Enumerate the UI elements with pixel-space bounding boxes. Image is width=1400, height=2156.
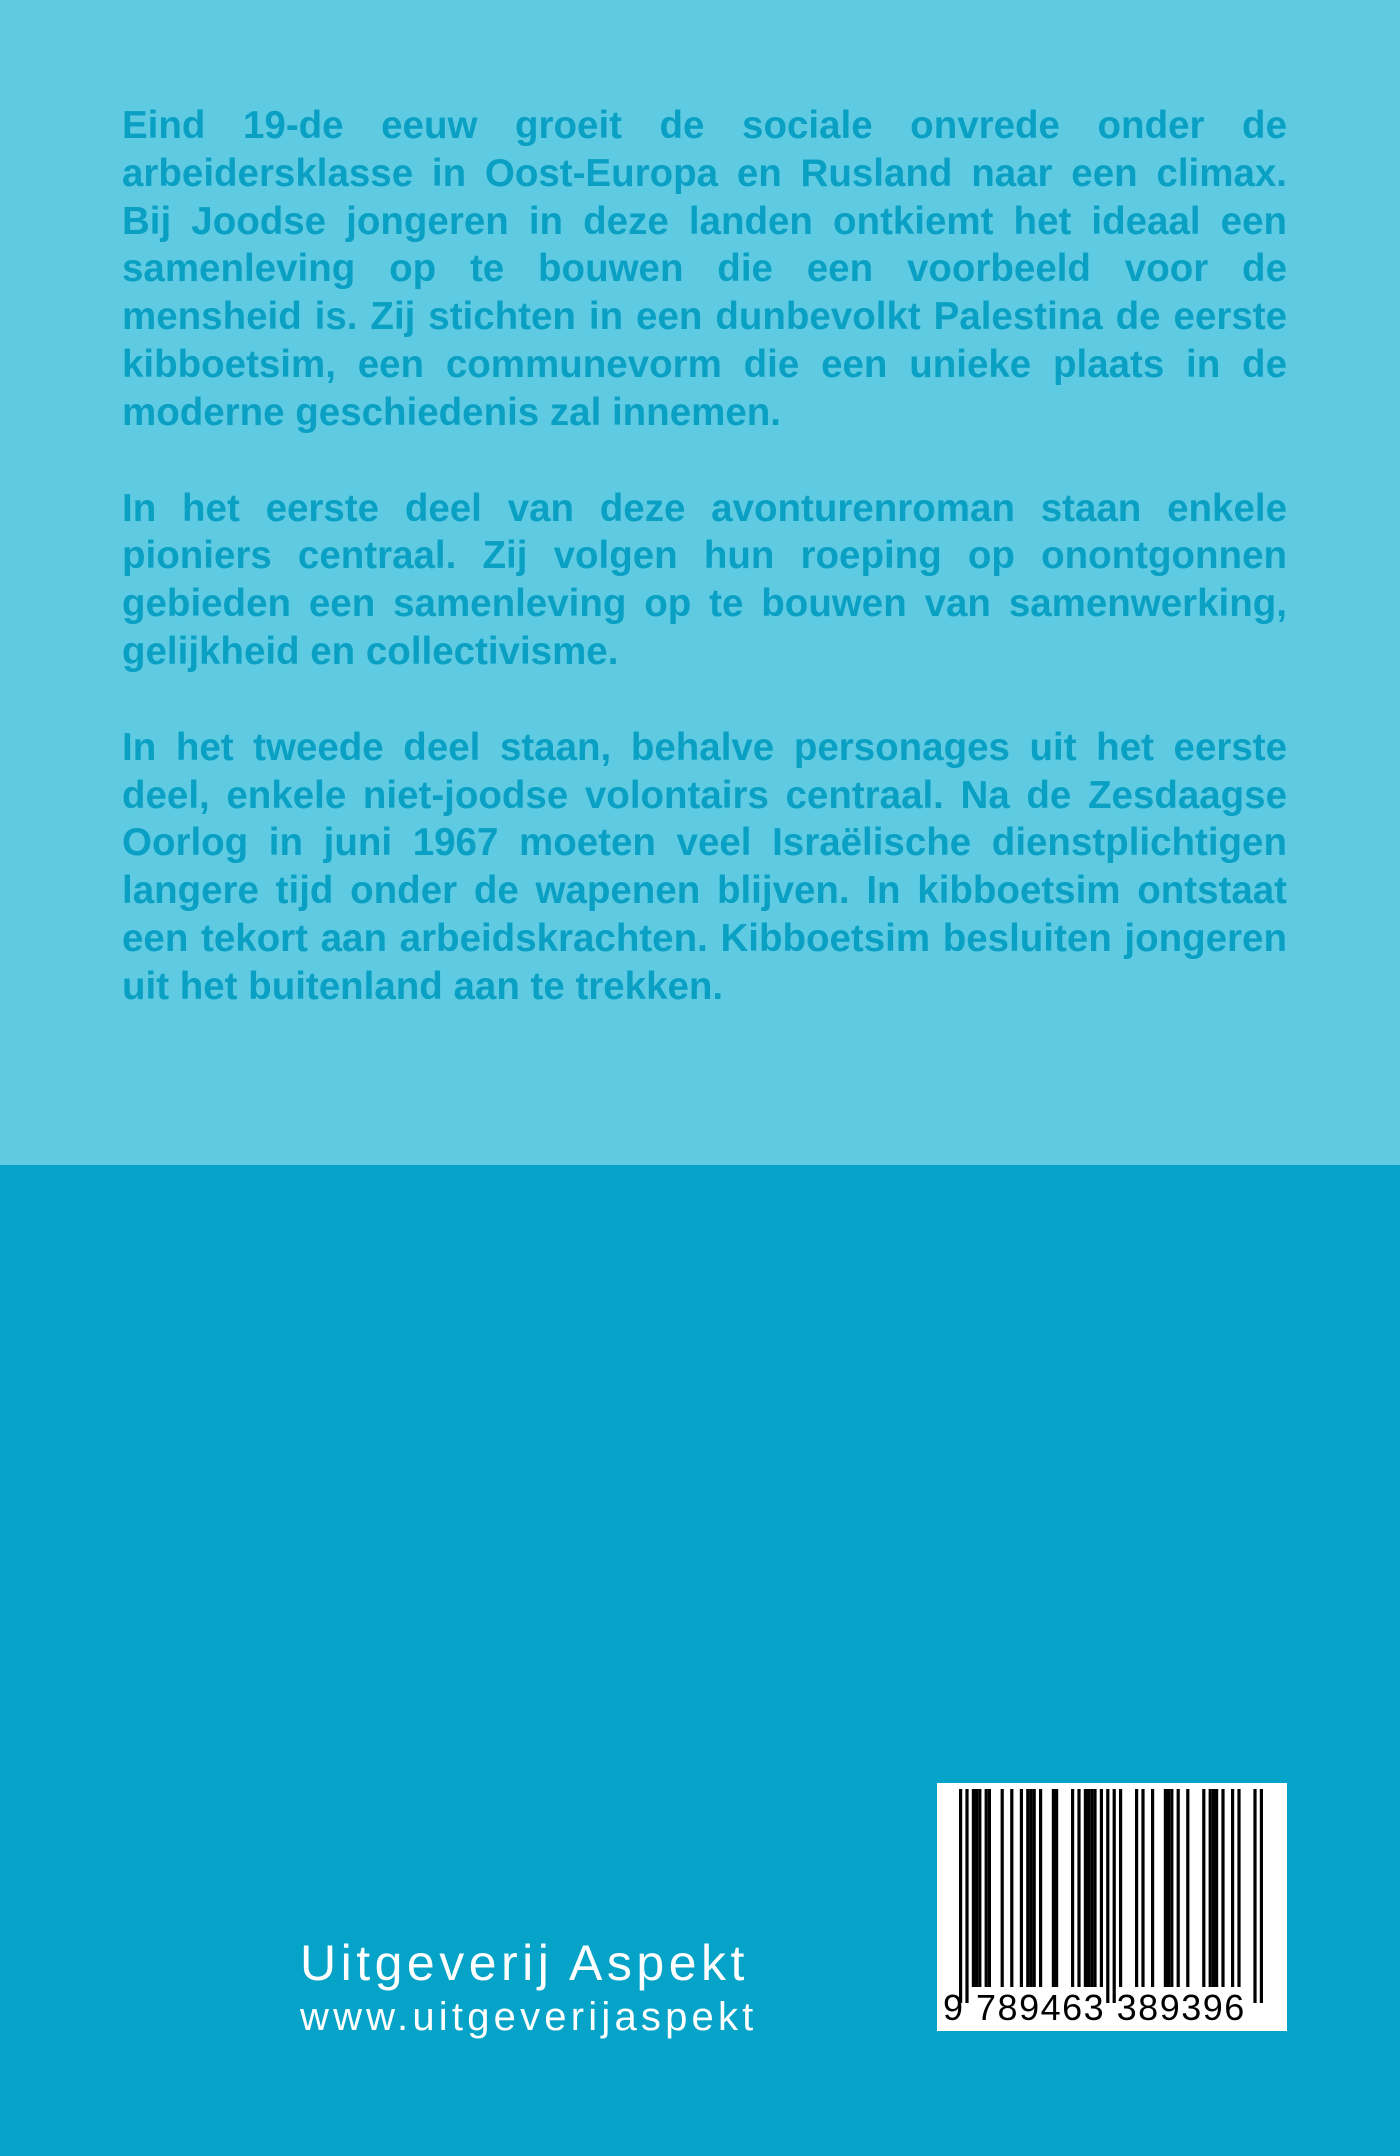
blurb-paragraph-3: In het tweede deel staan, behalve personages uit het eerste deel, enkele niet-joodse volontairs centraal. Na de Zesdaagse Oorlog in juni 1967 moeten veel Israëlische dienstplichtigen langere tijd onder de wapenen blijven. In kibboetsim ontstaat een tekort aan arbeidskrachten. Kibboetsim besluiten jongeren uit het buitenland aan te trekken. xyxy=(122,725,1287,1008)
barcode-bar xyxy=(975,1789,978,1987)
blurb xyxy=(122,102,1287,1059)
barcode-digits: 9 789463 389396 xyxy=(943,1987,1246,2028)
barcode-bar xyxy=(985,1789,988,1987)
barcode-bar xyxy=(1209,1789,1212,1987)
barcode-bar xyxy=(1106,1789,1109,2003)
barcode-bar xyxy=(1093,1789,1096,1987)
barcode-bar xyxy=(1039,1789,1042,1987)
barcode-bar xyxy=(1055,1789,1058,1987)
barcode-bar xyxy=(1215,1789,1218,1987)
barcode-bar xyxy=(1071,1789,1074,1987)
barcode-bar xyxy=(1113,1789,1116,2003)
barcode-bar xyxy=(965,1789,968,2003)
barcode-bar xyxy=(988,1789,991,1987)
barcode-bar xyxy=(1084,1789,1087,1987)
barcode-bar xyxy=(1135,1789,1138,1987)
publisher-name: Uitgeverij Aspekt xyxy=(300,1935,749,1991)
barcode-bar xyxy=(1001,1789,1004,1987)
barcode-bar xyxy=(1026,1789,1029,1987)
barcode-bar xyxy=(1186,1789,1189,1987)
barcode-bar xyxy=(1253,1789,1256,2003)
barcode-bar xyxy=(1052,1789,1055,1987)
barcode-bar xyxy=(1151,1789,1154,1987)
barcode-bar xyxy=(1237,1789,1240,1987)
barcode-bar xyxy=(1212,1789,1215,1987)
barcode-bar xyxy=(1077,1789,1080,1987)
barcode-bar xyxy=(1100,1789,1103,1987)
barcode-bar xyxy=(1090,1789,1093,1987)
barcode-bar xyxy=(1231,1789,1234,1987)
barcode-bar xyxy=(1087,1789,1090,1987)
barcode-bar xyxy=(1164,1789,1167,1987)
barcode-bar xyxy=(1141,1789,1144,1987)
barcode-bar xyxy=(1170,1789,1173,1987)
barcode-bar xyxy=(1177,1789,1180,1987)
isbn-barcode xyxy=(937,1783,1287,2031)
blurb-paragraph-2: In het eerste deel van deze avonturenroman staan enkele pioniers centraal. Zij volgen hun roeping op onontgonnen gebieden een samenleving op te bouwen van samenwerking, gelijkheid en collectivisme. xyxy=(122,486,1287,673)
barcode-bar xyxy=(1167,1789,1170,1987)
barcode-bar xyxy=(972,1789,975,1987)
barcode-bar xyxy=(978,1789,981,1987)
barcode-bar xyxy=(1202,1789,1205,1987)
barcode-bar xyxy=(959,1789,962,2003)
barcode-bar xyxy=(1260,1789,1263,2003)
barcode-bar xyxy=(1029,1789,1032,1987)
publisher-block xyxy=(300,1935,758,2041)
publisher-url: www.uitgeverijaspekt xyxy=(300,1995,758,2039)
barcode-bar xyxy=(1033,1789,1036,1987)
blurb-paragraph-1: Eind 19-de eeuw groeit de sociale onvrede onder de arbeidersklasse in Oost-Europa en Rusland naar een climax. Bij Joodse jongeren in deze landen ontkiemt het ideaal een samenleving op te bouwen die een voorbeeld voor de mensheid is. Zij stichten in een dunbevolkt Palestina de eerste kibboetsim, een communevorm die een unieke plaats in de moderne geschiedenis zal innemen. xyxy=(122,104,1287,434)
barcode-bar xyxy=(1221,1789,1224,1987)
barcode-bar xyxy=(1020,1789,1023,1987)
barcode-bar xyxy=(1010,1789,1013,1987)
barcode-bar xyxy=(1119,1789,1122,1987)
